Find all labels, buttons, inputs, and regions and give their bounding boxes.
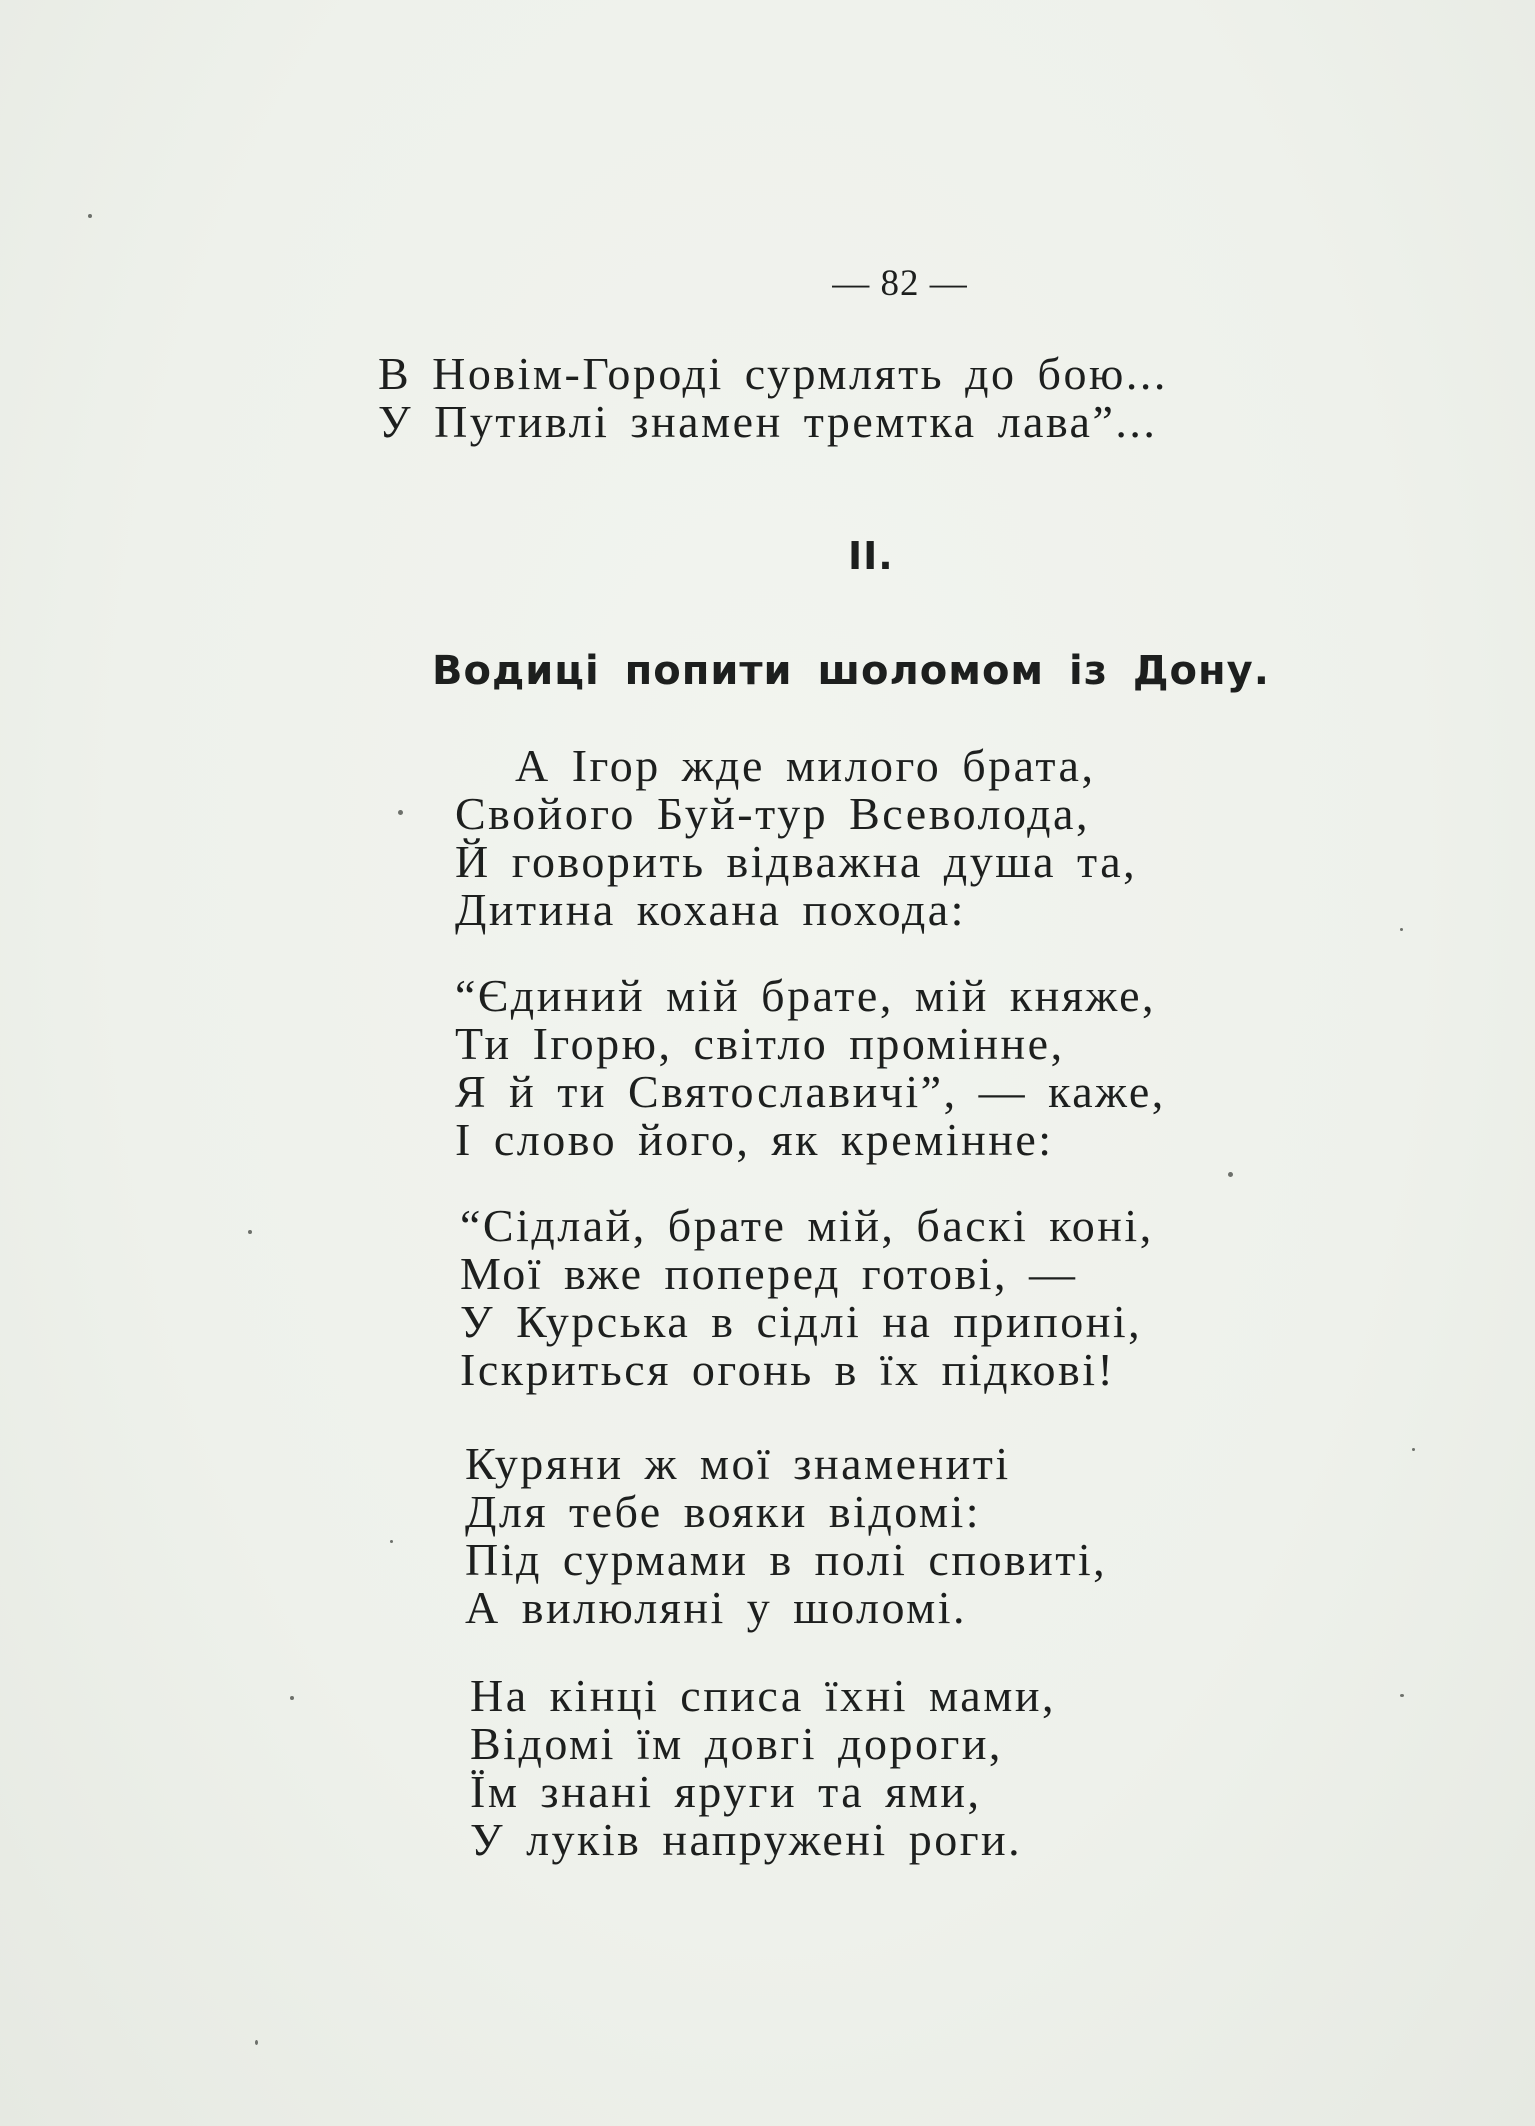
- stanza: [465, 1440, 1107, 1632]
- verse-line: Під сурмами в полі сповиті,: [465, 1534, 1108, 1585]
- verse-line: Їм знані яруги та ями,: [470, 1766, 982, 1817]
- verse-line: “Єдиний мій брате, мій княже,: [455, 970, 1157, 1021]
- verse-line: Дитина кохана похода:: [455, 884, 966, 935]
- verse-line: На кінці списа їхні мами,: [470, 1670, 1056, 1721]
- opening-lines: [378, 350, 1168, 446]
- chapter-title: Водиці попити шоломом із Дону.: [432, 648, 1270, 694]
- paper-speck: [390, 1540, 393, 1543]
- paper-speck: [398, 810, 403, 815]
- verse-line: А вилюляні у шоломі.: [465, 1582, 968, 1633]
- paper-speck: [1400, 928, 1403, 931]
- verse-line: В Новім-Городі сурмлять до бою...: [378, 348, 1168, 399]
- verse-line: У Путивлі знамен тремтка лава”...: [378, 396, 1158, 447]
- paper-speck: [248, 1230, 252, 1234]
- paper-speck: [255, 2040, 258, 2045]
- stanza: [455, 742, 1137, 934]
- verse-line: У Курська в сідлі на припоні,: [460, 1296, 1143, 1347]
- verse-line: Й говорить відважна душа та,: [455, 836, 1138, 887]
- paper-speck: [1400, 1694, 1404, 1697]
- verse-line: У луків напружені роги.: [470, 1814, 1023, 1865]
- verse-line: І слово його, як кремінне:: [455, 1114, 1054, 1165]
- verse-line: “Сідлай, брате мій, баскі коні,: [460, 1200, 1154, 1251]
- stanza: [455, 972, 1166, 1164]
- paper-speck: [1412, 1448, 1415, 1451]
- paper-speck: [1228, 1172, 1233, 1177]
- verse-line: Для тебе вояки відомі:: [465, 1486, 982, 1537]
- verse-line: Відомі їм довгі дороги,: [470, 1718, 1003, 1769]
- page-number: — 82 —: [832, 263, 968, 304]
- verse-line: Мої вже поперед готові, —: [460, 1248, 1078, 1299]
- paper-speck: [290, 1696, 294, 1700]
- verse-line: Я й ти Святославичі”, — каже,: [455, 1066, 1166, 1117]
- verse-line: А Ігор жде милого брата,: [515, 740, 1096, 791]
- verse-line: Свойого Буй-тур Всеволода,: [455, 788, 1090, 839]
- section-number: II.: [848, 534, 894, 578]
- paper-speck: [88, 214, 92, 218]
- stanza: [470, 1672, 1056, 1864]
- verse-line: Ти Ігорю, світло промінне,: [455, 1018, 1065, 1069]
- verse-line: Куряни ж мої знамениті: [465, 1438, 1011, 1489]
- stanza: [460, 1202, 1154, 1394]
- verse-line: Іскриться огонь в їх підкові!: [460, 1344, 1116, 1395]
